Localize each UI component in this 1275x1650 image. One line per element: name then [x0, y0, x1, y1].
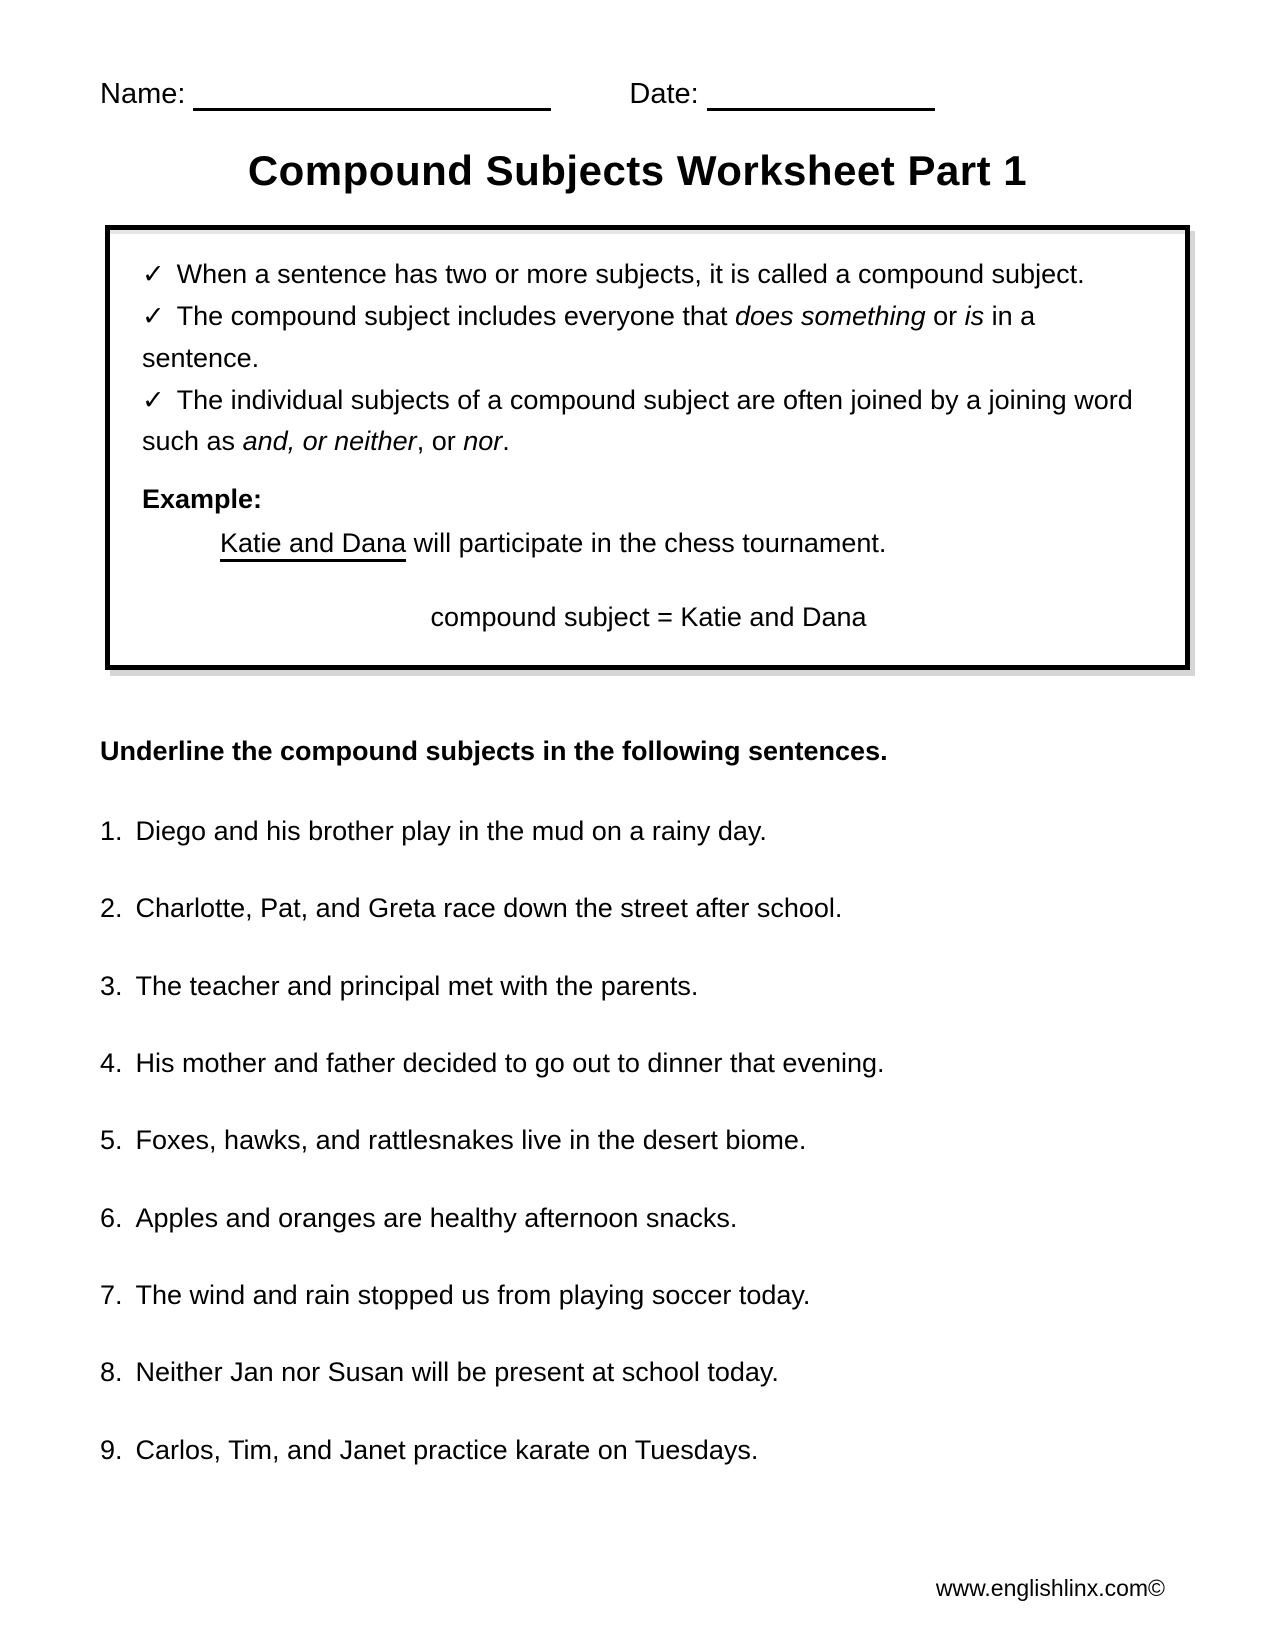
bullet-list	[142, 254, 1155, 463]
sentence-number: 8.	[100, 1357, 123, 1388]
sentence-text: Charlotte, Pat, and Greta race down the street after school.	[135, 893, 843, 924]
sentence-number: 2.	[100, 893, 123, 924]
example-summary: compound subject = Katie and Dana	[430, 601, 867, 632]
sentence-row	[100, 815, 1195, 847]
sentence-text: Apples and oranges are healthy afternoon snacks.	[135, 1202, 738, 1233]
sentence-row	[100, 1202, 1195, 1234]
checkmark-icon: ✓	[142, 384, 165, 415]
info-bullet	[142, 296, 1155, 380]
header	[0, 0, 1275, 111]
bullet-text: The individual subjects of a compound subject are often joined by a joining word such as and, or neither, or nor.	[142, 384, 1133, 457]
sentence-text: Neither Jan nor Susan will be present at school today.	[135, 1357, 779, 1388]
date-blank-line	[707, 81, 935, 111]
sentence-number: 4.	[100, 1047, 123, 1078]
bullet-text: The compound subject includes everyone that does something or is in a sentence.	[142, 300, 1036, 373]
sentence-row	[100, 1434, 1195, 1466]
sentence-number: 1.	[100, 815, 123, 846]
example-underlined-subject: Katie and Dana	[220, 528, 406, 562]
sentence-number: 9.	[100, 1434, 123, 1465]
checkmark-icon: ✓	[142, 300, 165, 331]
info-bullet	[142, 254, 1155, 296]
sentence-row	[100, 1356, 1195, 1388]
sentence-text: The teacher and principal met with the parents.	[135, 970, 699, 1001]
sentence-number: 3.	[100, 970, 123, 1001]
date-label: Date:	[629, 78, 699, 110]
directions-text: Underline the compound subjects in the following sentences.	[100, 735, 888, 766]
sentence-number: 5.	[100, 1125, 123, 1156]
example-sentence	[142, 523, 1155, 565]
bullet-text: When a sentence has two or more subjects, it is called a compound subject.	[176, 259, 1085, 289]
sentence-number: 7.	[100, 1280, 123, 1311]
sentence-text: Diego and his brother play in the mud on a rainy day.	[135, 815, 767, 846]
name-label: Name:	[100, 78, 186, 110]
sentence-row	[100, 1279, 1195, 1311]
sentence-row	[100, 1124, 1195, 1156]
instruction-box	[105, 225, 1190, 670]
page-title: Compound Subjects Worksheet Part 1	[247, 147, 1028, 194]
sentence-text: Carlos, Tim, and Janet practice karate on Tuesdays.	[135, 1434, 759, 1465]
example-sentence-rest: will participate in the chess tournament.	[406, 528, 887, 559]
info-bullet	[142, 380, 1155, 464]
sentence-text: His mother and father decided to go out to dinner that evening.	[135, 1047, 885, 1078]
footer-site-url: www.englishlinx.com©	[935, 1575, 1165, 1601]
name-blank-line	[193, 81, 551, 111]
sentence-list	[100, 815, 1195, 1467]
example-label: Example:	[142, 484, 263, 515]
checkmark-icon: ✓	[142, 259, 165, 289]
sentence-text: The wind and rain stopped us from playing soccer today.	[135, 1280, 811, 1311]
sentence-row	[100, 1047, 1195, 1079]
sentence-row	[100, 970, 1195, 1002]
sentence-number: 6.	[100, 1202, 123, 1233]
sentence-row	[100, 892, 1195, 924]
sentence-text: Foxes, hawks, and rattlesnakes live in the desert biome.	[135, 1125, 807, 1156]
